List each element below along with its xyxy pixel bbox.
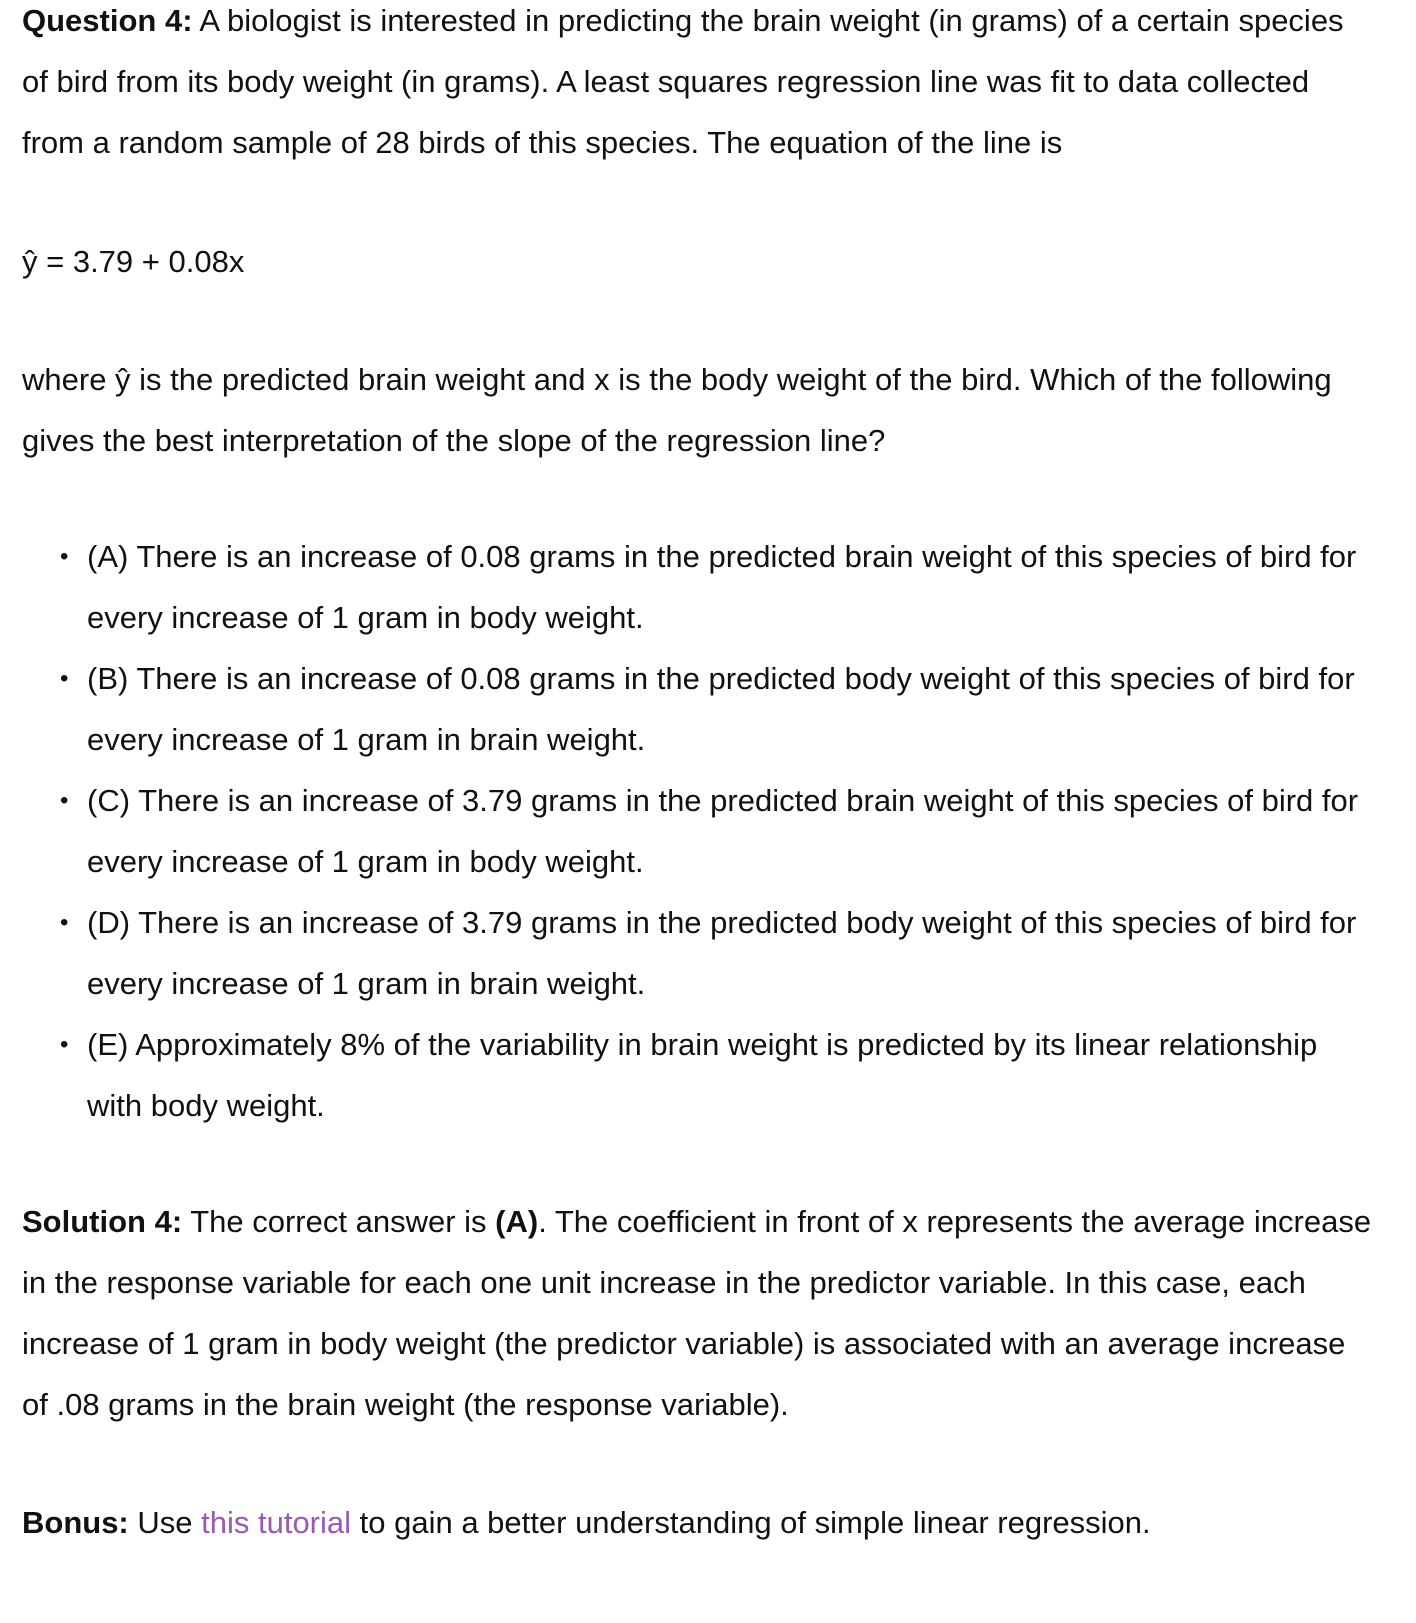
question-followup: where ŷ is the predicted brain weight and x is the body weight of the bird. Which of the following gives the best interpretation of the slope of the regression line? xyxy=(22,362,1332,458)
answer-options-list xyxy=(22,526,1376,1136)
solution-paragraph xyxy=(22,1191,1376,1435)
option-c xyxy=(22,770,1376,892)
bullet-icon: • xyxy=(60,909,69,936)
solution-text-after: . The coefficient in front of x represents the average increase in the response variable for each one unit increase in the predictor variable. In this case, each increase of 1 gram in body weight (the predictor variable) is associated with an average increase of .08 grams in the brain weight (the response variable). xyxy=(22,1204,1372,1422)
question-text: A biologist is interested in predicting the brain weight (in grams) of a certain species of bird from its body weight (in grams). A least squares regression line was fit to data collected from a random sample of 28 birds of this species. The equation of the line is xyxy=(22,3,1344,160)
bullet-icon: • xyxy=(60,1031,69,1058)
bonus-text-after: to gain a better understanding of simple linear regression. xyxy=(351,1505,1151,1540)
option-b-text: (B) There is an increase of 0.08 grams in the predicted body weight of this species of bird for every increase of 1 gram in brain weight. xyxy=(87,661,1355,757)
option-d xyxy=(22,892,1376,1014)
bonus-label: Bonus: xyxy=(22,1505,129,1540)
option-e xyxy=(22,1014,1376,1136)
option-e-text: (E) Approximately 8% of the variability in brain weight is predicted by its linear relationship with body weight. xyxy=(87,1027,1318,1123)
option-c-text: (C) There is an increase of 3.79 grams in the predicted brain weight of this species of bird for every increase of 1 gram in body weight. xyxy=(87,783,1359,879)
bonus-paragraph xyxy=(22,1492,1376,1553)
question-label: Question 4: xyxy=(22,3,193,38)
question-paragraph xyxy=(22,0,1376,173)
option-b xyxy=(22,648,1376,770)
bullet-icon: • xyxy=(60,787,69,814)
tutorial-link[interactable]: this tutorial xyxy=(201,1505,352,1540)
solution-answer: (A) xyxy=(495,1204,539,1239)
option-a xyxy=(22,526,1376,648)
bullet-icon: • xyxy=(60,665,69,692)
solution-label: Solution 4: xyxy=(22,1204,183,1239)
bullet-icon: • xyxy=(60,543,69,570)
solution-text-before: The correct answer is xyxy=(182,1204,496,1239)
option-d-text: (D) There is an increase of 3.79 grams in the predicted body weight of this species of bird for every increase of 1 gram in brain weight. xyxy=(87,905,1357,1001)
regression-equation: ŷ = 3.79 + 0.08x xyxy=(22,244,245,279)
option-a-text: (A) There is an increase of 0.08 grams in the predicted brain weight of this species of bird for every increase of 1 gram in body weight. xyxy=(87,539,1357,635)
bonus-text-before: Use xyxy=(128,1505,202,1540)
